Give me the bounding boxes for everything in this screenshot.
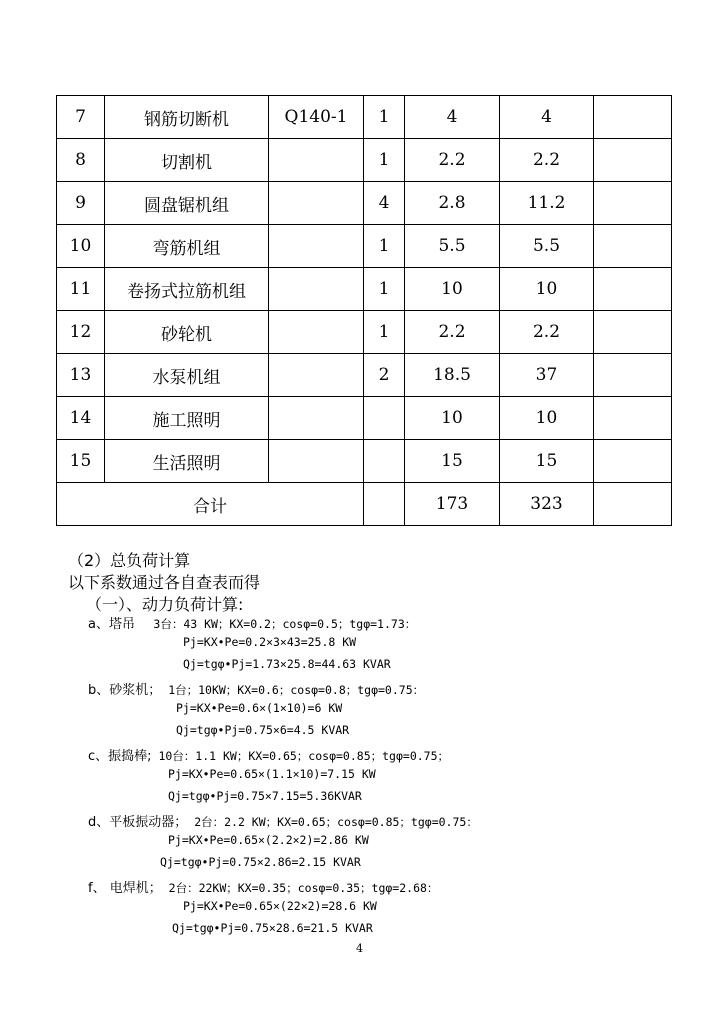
cell-note bbox=[594, 182, 672, 225]
calc-item-params: 3台：43 KW；KX=0.2；cosφ=0.5；tgφ=1.73： bbox=[134, 617, 417, 631]
calc-item-label: d、平板振动器； bbox=[88, 815, 188, 830]
cell-model bbox=[269, 354, 364, 397]
calc-qj-formula: Qj=tgφ•Pj=0.75×6=4.5 KVAR bbox=[176, 723, 350, 737]
equipment-table-body bbox=[57, 96, 672, 526]
cell-model bbox=[269, 268, 364, 311]
cell-power: 10 bbox=[405, 397, 500, 440]
cell-total: 10 bbox=[500, 397, 594, 440]
total-cell-total: 323 bbox=[500, 483, 594, 526]
cell-no: 13 bbox=[57, 354, 105, 397]
cell-no: 15 bbox=[57, 440, 105, 483]
cell-total: 10 bbox=[500, 268, 594, 311]
cell-qty: 1 bbox=[364, 139, 405, 182]
cell-power: 5.5 bbox=[405, 225, 500, 268]
cell-name: 弯筋机组 bbox=[105, 225, 269, 268]
cell-qty: 1 bbox=[364, 96, 405, 139]
sub-heading: （一）、动力负荷计算: bbox=[86, 595, 244, 614]
cell-model: Q140-1 bbox=[269, 96, 364, 139]
cell-total: 5.5 bbox=[500, 225, 594, 268]
table-row bbox=[57, 268, 672, 311]
cell-power: 15 bbox=[405, 440, 500, 483]
cell-name: 砂轮机 bbox=[105, 311, 269, 354]
cell-no: 7 bbox=[57, 96, 105, 139]
cell-model bbox=[269, 182, 364, 225]
cell-note bbox=[594, 268, 672, 311]
cell-qty: 4 bbox=[364, 182, 405, 225]
total-cell-note bbox=[594, 483, 672, 526]
cell-total: 15 bbox=[500, 440, 594, 483]
cell-power: 2.2 bbox=[405, 139, 500, 182]
table-row bbox=[57, 96, 672, 139]
calc-item-header bbox=[88, 811, 478, 830]
section-heading: （2）总负荷计算 bbox=[68, 551, 191, 570]
calc-pj-formula: Pj=KX•Pe=0.65×(2.2×2)=2.86 KW bbox=[168, 833, 369, 847]
calc-qj-formula: Qj=tgφ•Pj=0.75×28.6=21.5 KVAR bbox=[172, 921, 373, 935]
cell-model bbox=[269, 139, 364, 182]
calc-item-header bbox=[88, 745, 449, 764]
cell-no: 8 bbox=[57, 139, 105, 182]
table-row bbox=[57, 225, 672, 268]
cell-power: 10 bbox=[405, 268, 500, 311]
cell-name: 卷扬式拉筋机组 bbox=[105, 268, 269, 311]
page-number: 4 bbox=[356, 942, 363, 955]
calc-qj-formula: Qj=tgφ•Pj=0.75×2.86=2.15 KVAR bbox=[160, 855, 361, 869]
cell-name: 水泵机组 bbox=[105, 354, 269, 397]
cell-note bbox=[594, 139, 672, 182]
table-row bbox=[57, 354, 672, 397]
calc-pj-formula: Pj=KX•Pe=0.65×(22×2)=28.6 KW bbox=[183, 899, 377, 913]
cell-name: 圆盘锯机组 bbox=[105, 182, 269, 225]
calc-qj-formula: Qj=tgφ•Pj=0.75×7.15=5.36KVAR bbox=[168, 789, 362, 803]
calc-item-params: 2台：22KW；KX=0.35；cosφ=0.35；tgφ=2.68： bbox=[161, 881, 439, 895]
total-cell-label: 合计 bbox=[57, 483, 364, 526]
cell-model bbox=[269, 397, 364, 440]
cell-note bbox=[594, 354, 672, 397]
cell-name: 钢筋切断机 bbox=[105, 96, 269, 139]
calc-item-label: b、砂浆机； bbox=[88, 683, 162, 698]
calc-item-label: a、塔吊 bbox=[88, 617, 135, 632]
table-row bbox=[57, 440, 672, 483]
cell-note bbox=[594, 96, 672, 139]
total-cell-qty bbox=[364, 483, 405, 526]
cell-note bbox=[594, 225, 672, 268]
total-row bbox=[57, 483, 672, 526]
cell-model bbox=[269, 311, 364, 354]
calc-item-params: 2台：2.2 KW；KX=0.65；cosφ=0.85；tgφ=0.75： bbox=[187, 815, 478, 829]
calc-item-header bbox=[88, 877, 438, 896]
cell-qty bbox=[364, 397, 405, 440]
cell-model bbox=[269, 440, 364, 483]
cell-total: 2.2 bbox=[500, 311, 594, 354]
calc-pj-formula: Pj=KX•Pe=0.6×(1×10)=6 KW bbox=[176, 701, 343, 715]
cell-qty: 1 bbox=[364, 311, 405, 354]
cell-model bbox=[269, 225, 364, 268]
cell-total: 2.2 bbox=[500, 139, 594, 182]
calc-item-header bbox=[88, 679, 424, 698]
cell-no: 14 bbox=[57, 397, 105, 440]
equipment-table bbox=[56, 95, 672, 526]
cell-name: 施工照明 bbox=[105, 397, 269, 440]
table-row bbox=[57, 139, 672, 182]
cell-qty: 2 bbox=[364, 354, 405, 397]
calc-qj-formula: Qj=tgφ•Pj=1.73×25.8=44.63 KVAR bbox=[183, 657, 391, 671]
cell-note bbox=[594, 440, 672, 483]
cell-name: 切割机 bbox=[105, 139, 269, 182]
table-row bbox=[57, 397, 672, 440]
cell-total: 11.2 bbox=[500, 182, 594, 225]
cell-total: 37 bbox=[500, 354, 594, 397]
calc-item-params: 10台：1.1 KW；KX=0.65；cosφ=0.85；tgφ=0.75； bbox=[151, 749, 450, 763]
calc-pj-formula: Pj=KX•Pe=0.2×3×43=25.8 KW bbox=[183, 635, 357, 649]
cell-power: 18.5 bbox=[405, 354, 500, 397]
cell-no: 10 bbox=[57, 225, 105, 268]
total-cell-power: 173 bbox=[405, 483, 500, 526]
cell-qty: 1 bbox=[364, 268, 405, 311]
calc-item-header bbox=[88, 613, 416, 632]
calc-pj-formula: Pj=KX•Pe=0.65×(1.1×10)=7.15 KW bbox=[168, 767, 376, 781]
cell-no: 11 bbox=[57, 268, 105, 311]
table-row bbox=[57, 182, 672, 225]
cell-power: 4 bbox=[405, 96, 500, 139]
cell-qty: 1 bbox=[364, 225, 405, 268]
calc-item-label: f、 电焊机； bbox=[88, 881, 162, 896]
calc-item-label: c、振捣棒; bbox=[88, 749, 152, 764]
table-row bbox=[57, 311, 672, 354]
cell-name: 生活照明 bbox=[105, 440, 269, 483]
cell-power: 2.8 bbox=[405, 182, 500, 225]
cell-no: 9 bbox=[57, 182, 105, 225]
section-intro: 以下系数通过各自查表而得 bbox=[68, 573, 261, 592]
cell-no: 12 bbox=[57, 311, 105, 354]
cell-total: 4 bbox=[500, 96, 594, 139]
cell-note bbox=[594, 311, 672, 354]
calc-item-params: 1台；10KW；KX=0.6；cosφ=0.8；tgφ=0.75： bbox=[161, 683, 425, 697]
cell-note bbox=[594, 397, 672, 440]
cell-qty bbox=[364, 440, 405, 483]
cell-power: 2.2 bbox=[405, 311, 500, 354]
